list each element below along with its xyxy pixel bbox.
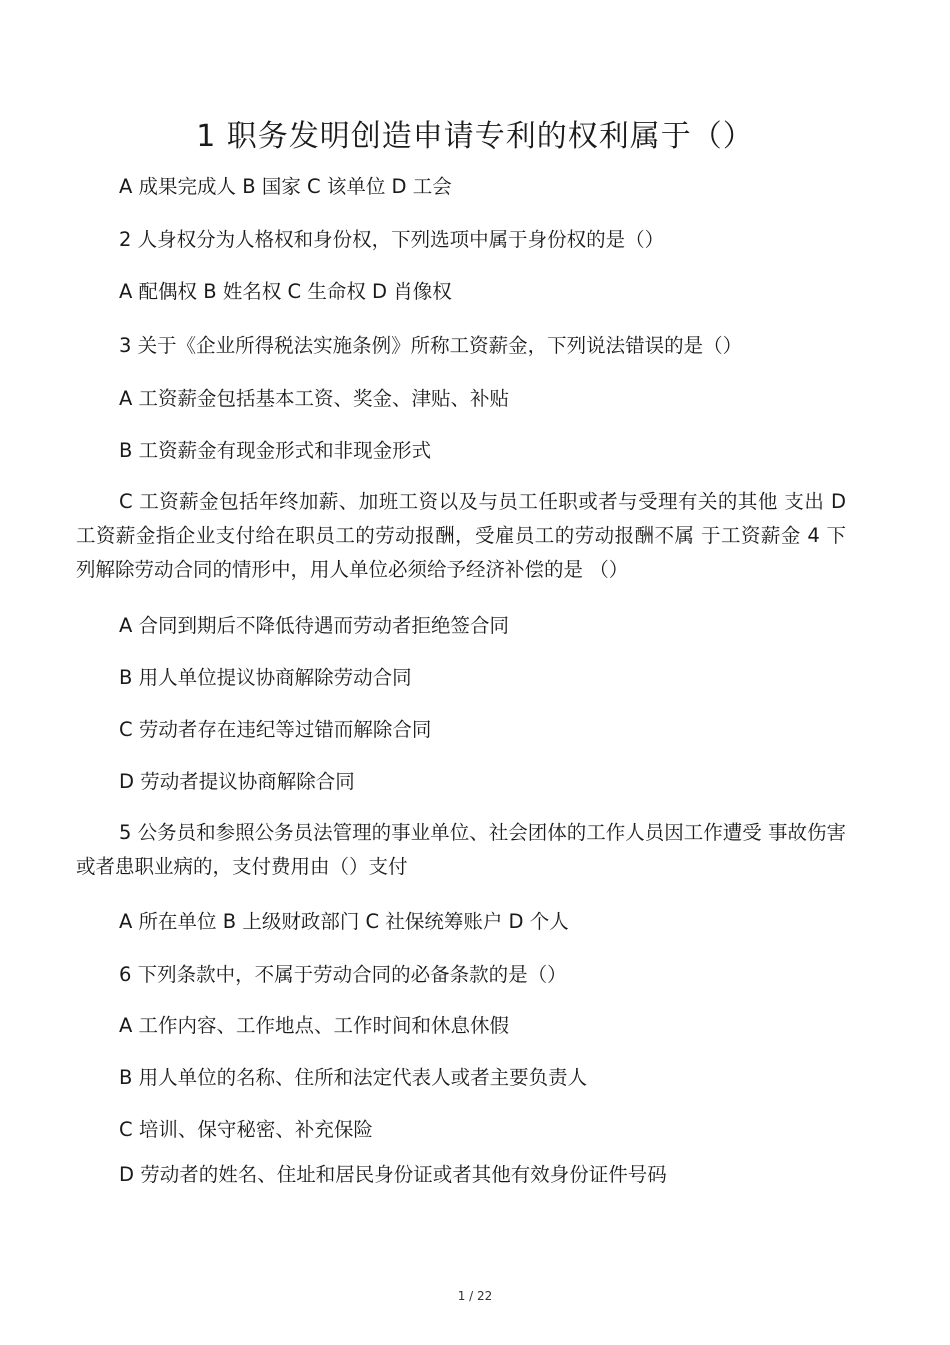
page-number: 1 / 22 [457,1289,493,1303]
question-3-option-b: B 工资薪金有现金形式和非现金形式 [119,439,432,462]
question-3-text: 3 关于《企业所得税法实施条例》所称工资薪金，下列说法错误的是（） [119,334,743,357]
question-1-options: A 成果完成人 B 国家 C 该单位 D 工会 [119,175,452,198]
question-6-text: 6 下列条款中，不属于劳动合同的必备条款的是（） [119,963,567,986]
question-5-text: 5 公务员和参照公务员法管理的事业单位、社会团体的工作人员因工作遭受 事故伤害或者患职业病的，支付费用由（）支付 [76,821,846,878]
question-6-option-d: D 劳动者的姓名、住址和居民身份证或者其他有效身份证件号码 [119,1163,667,1186]
question-4-option-b: B 用人单位提议协商解除劳动合同 [119,666,412,689]
question-5-options: A 所在单位 B 上级财政部门 C 社保统筹账户 D 个人 [119,910,569,933]
question-2-text: 2 人身权分为人格权和身份权，下列选项中属于身份权的是（） [119,228,665,251]
question-6-option-a: A 工作内容、工作地点、工作时间和休息休假 [119,1014,510,1037]
question-1-title: 1 职务发明创造申请专利的权利属于（） [196,119,754,154]
question-4-option-a: A 合同到期后不降低待遇而劳动者拒绝签合同 [119,614,510,637]
question-3-option-a: A 工资薪金包括基本工资、奖金、津贴、补贴 [119,387,510,410]
question-6-option-c: C 培训、保守秘密、补充保险 [119,1118,373,1141]
question-4-option-c: C 劳动者存在违纪等过错而解除合同 [119,718,432,741]
question-2-options: A 配偶权 B 姓名权 C 生命权 D 肖像权 [119,280,452,303]
question-3-option-cd-and-question-4-text: C 工资薪金包括年终加薪、加班工资以及与员工任职或者与受理有关的其他 支出 D 工资薪金指企业支付给在职员工的劳动报酬，受雇员工的劳动报酬不属 于工资薪金 4 下列解除劳动合同的情形中，用人单位必须给予经济补偿的是 （） [76,490,846,581]
question-6-option-b: B 用人单位的名称、住所和法定代表人或者主要负责人 [119,1066,588,1089]
question-4-option-d: D 劳动者提议协商解除合同 [119,770,355,793]
